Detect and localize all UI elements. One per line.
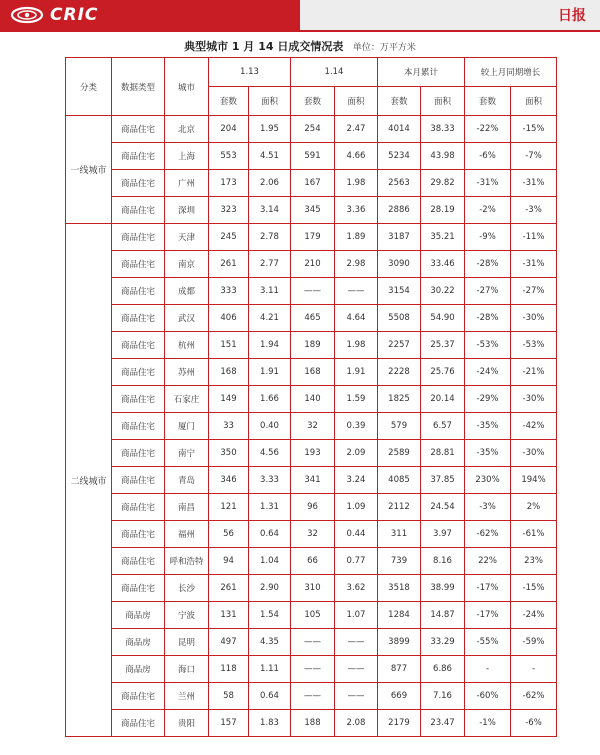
city-cell: 呼和浩特 <box>165 548 209 575</box>
city-cell: 石家庄 <box>165 386 209 413</box>
units-month-cell: 579 <box>378 413 421 440</box>
units-114-cell: —— <box>291 278 335 305</box>
growth-units-cell: -1% <box>465 710 511 737</box>
city-cell: 北京 <box>165 116 209 143</box>
units-114-cell: 591 <box>291 143 335 170</box>
area-114-cell: 3.62 <box>335 575 378 602</box>
table-row <box>66 116 557 143</box>
units-114-cell: 32 <box>291 521 335 548</box>
growth-area-cell: -62% <box>511 683 557 710</box>
area-month-cell: 25.37 <box>421 332 465 359</box>
growth-area-cell: -59% <box>511 629 557 656</box>
growth-area-cell: -30% <box>511 440 557 467</box>
area-113-cell: 0.64 <box>249 683 291 710</box>
units-month-cell: 3187 <box>378 224 421 251</box>
units-114-cell: 167 <box>291 170 335 197</box>
table-row <box>66 386 557 413</box>
header-group-113: 1.13 <box>209 58 291 87</box>
table-row <box>66 143 557 170</box>
units-month-cell: 1284 <box>378 602 421 629</box>
table-row <box>66 305 557 332</box>
growth-area-cell: 194% <box>511 467 557 494</box>
units-114-cell: 345 <box>291 197 335 224</box>
table-row <box>66 197 557 224</box>
header-units: 套数 <box>291 87 335 116</box>
city-cell: 成都 <box>165 278 209 305</box>
data-type-cell: 商品住宅 <box>112 332 165 359</box>
table-row <box>66 332 557 359</box>
units-113-cell: 151 <box>209 332 249 359</box>
units-113-cell: 406 <box>209 305 249 332</box>
table-row <box>66 467 557 494</box>
area-113-cell: 2.77 <box>249 251 291 278</box>
city-cell: 上海 <box>165 143 209 170</box>
header-units: 套数 <box>378 87 421 116</box>
header-group-114: 1.14 <box>291 58 378 87</box>
area-month-cell: 6.86 <box>421 656 465 683</box>
area-113-cell: 1.04 <box>249 548 291 575</box>
units-113-cell: 261 <box>209 575 249 602</box>
area-113-cell: 1.95 <box>249 116 291 143</box>
data-type-cell: 商品住宅 <box>112 548 165 575</box>
units-114-cell: 189 <box>291 332 335 359</box>
units-114-cell: 341 <box>291 467 335 494</box>
area-114-cell: 1.07 <box>335 602 378 629</box>
header-area: 面积 <box>421 87 465 116</box>
units-113-cell: 350 <box>209 440 249 467</box>
data-type-cell: 商品住宅 <box>112 521 165 548</box>
data-type-cell: 商品住宅 <box>112 683 165 710</box>
units-113-cell: 118 <box>209 656 249 683</box>
growth-area-cell: -6% <box>511 710 557 737</box>
area-month-cell: 54.90 <box>421 305 465 332</box>
data-type-cell: 商品住宅 <box>112 575 165 602</box>
growth-area-cell: - <box>511 656 557 683</box>
report-header <box>0 0 600 30</box>
table-row <box>66 170 557 197</box>
data-type-cell: 商品住宅 <box>112 494 165 521</box>
units-114-cell: —— <box>291 656 335 683</box>
area-114-cell: 1.89 <box>335 224 378 251</box>
units-113-cell: 33 <box>209 413 249 440</box>
growth-units-cell: -24% <box>465 359 511 386</box>
table-row <box>66 602 557 629</box>
units-113-cell: 58 <box>209 683 249 710</box>
growth-units-cell: -2% <box>465 197 511 224</box>
units-month-cell: 5234 <box>378 143 421 170</box>
units-114-cell: 96 <box>291 494 335 521</box>
data-type-cell: 商品住宅 <box>112 359 165 386</box>
growth-units-cell: - <box>465 656 511 683</box>
growth-units-cell: -27% <box>465 278 511 305</box>
growth-units-cell: -55% <box>465 629 511 656</box>
area-114-cell: 1.59 <box>335 386 378 413</box>
area-month-cell: 20.14 <box>421 386 465 413</box>
area-month-cell: 7.16 <box>421 683 465 710</box>
units-114-cell: 188 <box>291 710 335 737</box>
units-114-cell: 193 <box>291 440 335 467</box>
data-type-cell: 商品住宅 <box>112 413 165 440</box>
area-113-cell: 1.66 <box>249 386 291 413</box>
growth-area-cell: 23% <box>511 548 557 575</box>
logo-bar <box>0 0 300 30</box>
growth-units-cell: -60% <box>465 683 511 710</box>
growth-area-cell: -30% <box>511 386 557 413</box>
area-113-cell: 1.54 <box>249 602 291 629</box>
growth-area-cell: -7% <box>511 143 557 170</box>
table-row <box>66 224 557 251</box>
units-month-cell: 739 <box>378 548 421 575</box>
area-114-cell: 1.91 <box>335 359 378 386</box>
transaction-table <box>65 57 557 737</box>
city-cell: 厦门 <box>165 413 209 440</box>
city-cell: 宁波 <box>165 602 209 629</box>
table-row <box>66 683 557 710</box>
header-data-type: 数据类型 <box>112 58 165 116</box>
area-113-cell: 4.21 <box>249 305 291 332</box>
table-row <box>66 575 557 602</box>
growth-area-cell: -31% <box>511 170 557 197</box>
units-114-cell: 465 <box>291 305 335 332</box>
units-month-cell: 4014 <box>378 116 421 143</box>
data-type-cell: 商品住宅 <box>112 710 165 737</box>
data-type-cell: 商品房 <box>112 629 165 656</box>
city-cell: 青岛 <box>165 467 209 494</box>
city-cell: 福州 <box>165 521 209 548</box>
units-113-cell: 553 <box>209 143 249 170</box>
data-type-cell: 商品住宅 <box>112 467 165 494</box>
area-113-cell: 2.06 <box>249 170 291 197</box>
category-cell: 二线城市 <box>66 224 112 737</box>
area-month-cell: 37.85 <box>421 467 465 494</box>
area-month-cell: 3.97 <box>421 521 465 548</box>
units-month-cell: 2179 <box>378 710 421 737</box>
city-cell: 长沙 <box>165 575 209 602</box>
table-row <box>66 710 557 737</box>
units-month-cell: 877 <box>378 656 421 683</box>
growth-units-cell: -53% <box>465 332 511 359</box>
growth-units-cell: -35% <box>465 413 511 440</box>
growth-area-cell: -27% <box>511 278 557 305</box>
area-month-cell: 8.16 <box>421 548 465 575</box>
table-row <box>66 656 557 683</box>
growth-units-cell: 22% <box>465 548 511 575</box>
units-114-cell: 66 <box>291 548 335 575</box>
area-month-cell: 35.21 <box>421 224 465 251</box>
area-113-cell: 3.11 <box>249 278 291 305</box>
area-114-cell: 3.36 <box>335 197 378 224</box>
units-114-cell: 310 <box>291 575 335 602</box>
table-row <box>66 548 557 575</box>
units-113-cell: 131 <box>209 602 249 629</box>
units-114-cell: 105 <box>291 602 335 629</box>
table-unit-text: 单位：万平方米 <box>352 43 416 53</box>
units-113-cell: 94 <box>209 548 249 575</box>
units-month-cell: 3899 <box>378 629 421 656</box>
units-month-cell: 4085 <box>378 467 421 494</box>
cric-logo <box>10 4 98 26</box>
growth-area-cell: -42% <box>511 413 557 440</box>
growth-area-cell: -21% <box>511 359 557 386</box>
data-type-cell: 商品住宅 <box>112 116 165 143</box>
header-area: 面积 <box>335 87 378 116</box>
units-113-cell: 323 <box>209 197 249 224</box>
area-114-cell: 4.66 <box>335 143 378 170</box>
growth-area-cell: -61% <box>511 521 557 548</box>
city-cell: 南昌 <box>165 494 209 521</box>
city-cell: 兰州 <box>165 683 209 710</box>
area-114-cell: 0.44 <box>335 521 378 548</box>
units-114-cell: —— <box>291 629 335 656</box>
growth-area-cell: -24% <box>511 602 557 629</box>
area-month-cell: 28.81 <box>421 440 465 467</box>
header-area: 面积 <box>511 87 557 116</box>
data-type-cell: 商品住宅 <box>112 197 165 224</box>
area-month-cell: 38.33 <box>421 116 465 143</box>
area-114-cell: 2.98 <box>335 251 378 278</box>
daily-report-label: 日报 <box>558 8 586 24</box>
area-114-cell: 2.47 <box>335 116 378 143</box>
area-month-cell: 28.19 <box>421 197 465 224</box>
area-114-cell: 2.09 <box>335 440 378 467</box>
data-type-cell: 商品住宅 <box>112 170 165 197</box>
table-row <box>66 359 557 386</box>
area-month-cell: 43.98 <box>421 143 465 170</box>
units-113-cell: 56 <box>209 521 249 548</box>
table-row <box>66 413 557 440</box>
area-113-cell: 0.64 <box>249 521 291 548</box>
area-month-cell: 38.99 <box>421 575 465 602</box>
units-113-cell: 173 <box>209 170 249 197</box>
area-113-cell: 3.33 <box>249 467 291 494</box>
area-113-cell: 1.94 <box>249 332 291 359</box>
header-group-month: 本月累计 <box>378 58 465 87</box>
area-113-cell: 2.78 <box>249 224 291 251</box>
units-113-cell: 261 <box>209 251 249 278</box>
units-month-cell: 3518 <box>378 575 421 602</box>
city-cell: 武汉 <box>165 305 209 332</box>
growth-units-cell: 230% <box>465 467 511 494</box>
units-month-cell: 5508 <box>378 305 421 332</box>
data-type-cell: 商品住宅 <box>112 440 165 467</box>
growth-units-cell: -3% <box>465 494 511 521</box>
growth-units-cell: -62% <box>465 521 511 548</box>
city-cell: 广州 <box>165 170 209 197</box>
units-113-cell: 497 <box>209 629 249 656</box>
growth-units-cell: -17% <box>465 575 511 602</box>
table-row <box>66 251 557 278</box>
area-114-cell: 1.98 <box>335 332 378 359</box>
units-114-cell: 179 <box>291 224 335 251</box>
data-type-cell: 商品住宅 <box>112 251 165 278</box>
growth-area-cell: -3% <box>511 197 557 224</box>
data-type-cell: 商品住宅 <box>112 143 165 170</box>
table-row <box>66 440 557 467</box>
growth-area-cell: -53% <box>511 332 557 359</box>
header-group-growth: 较上月同期增长 <box>465 58 557 87</box>
area-114-cell: —— <box>335 656 378 683</box>
growth-units-cell: -22% <box>465 116 511 143</box>
logo-text: CRIC <box>50 5 99 25</box>
area-month-cell: 25.76 <box>421 359 465 386</box>
units-113-cell: 121 <box>209 494 249 521</box>
growth-units-cell: -35% <box>465 440 511 467</box>
units-month-cell: 669 <box>378 683 421 710</box>
header-divider <box>0 30 600 32</box>
growth-units-cell: -9% <box>465 224 511 251</box>
area-113-cell: 0.40 <box>249 413 291 440</box>
area-month-cell: 6.57 <box>421 413 465 440</box>
area-month-cell: 33.46 <box>421 251 465 278</box>
header-row-1 <box>66 58 557 87</box>
growth-area-cell: -11% <box>511 224 557 251</box>
units-month-cell: 2257 <box>378 332 421 359</box>
area-113-cell: 1.31 <box>249 494 291 521</box>
table-body <box>66 116 557 737</box>
area-113-cell: 2.90 <box>249 575 291 602</box>
area-114-cell: —— <box>335 629 378 656</box>
city-cell: 南京 <box>165 251 209 278</box>
units-113-cell: 149 <box>209 386 249 413</box>
area-113-cell: 4.35 <box>249 629 291 656</box>
area-month-cell: 23.47 <box>421 710 465 737</box>
area-113-cell: 1.83 <box>249 710 291 737</box>
city-cell: 贵阳 <box>165 710 209 737</box>
area-114-cell: —— <box>335 683 378 710</box>
area-114-cell: 0.39 <box>335 413 378 440</box>
units-113-cell: 333 <box>209 278 249 305</box>
area-month-cell: 33.29 <box>421 629 465 656</box>
category-cell: 一线城市 <box>66 116 112 224</box>
units-114-cell: 254 <box>291 116 335 143</box>
units-month-cell: 2563 <box>378 170 421 197</box>
units-114-cell: 32 <box>291 413 335 440</box>
table-title-text: 典型城市 1 月 14 日成交情况表 <box>184 40 344 53</box>
table-row <box>66 521 557 548</box>
city-cell: 天津 <box>165 224 209 251</box>
area-114-cell: 1.98 <box>335 170 378 197</box>
area-month-cell: 29.82 <box>421 170 465 197</box>
growth-area-cell: -31% <box>511 251 557 278</box>
area-113-cell: 1.11 <box>249 656 291 683</box>
units-114-cell: 210 <box>291 251 335 278</box>
city-cell: 苏州 <box>165 359 209 386</box>
units-113-cell: 346 <box>209 467 249 494</box>
units-month-cell: 3154 <box>378 278 421 305</box>
growth-units-cell: -17% <box>465 602 511 629</box>
growth-units-cell: -31% <box>465 170 511 197</box>
growth-area-cell: -30% <box>511 305 557 332</box>
units-113-cell: 245 <box>209 224 249 251</box>
units-113-cell: 168 <box>209 359 249 386</box>
area-113-cell: 4.56 <box>249 440 291 467</box>
growth-units-cell: -29% <box>465 386 511 413</box>
units-month-cell: 3090 <box>378 251 421 278</box>
data-type-cell: 商品住宅 <box>112 224 165 251</box>
area-month-cell: 14.87 <box>421 602 465 629</box>
area-113-cell: 3.14 <box>249 197 291 224</box>
city-cell: 杭州 <box>165 332 209 359</box>
header-city: 城市 <box>165 58 209 116</box>
data-type-cell: 商品房 <box>112 656 165 683</box>
units-114-cell: —— <box>291 683 335 710</box>
table-row <box>66 494 557 521</box>
data-type-cell: 商品住宅 <box>112 305 165 332</box>
area-114-cell: —— <box>335 278 378 305</box>
city-cell: 海口 <box>165 656 209 683</box>
units-114-cell: 168 <box>291 359 335 386</box>
header-area: 面积 <box>249 87 291 116</box>
growth-units-cell: -28% <box>465 251 511 278</box>
area-114-cell: 4.64 <box>335 305 378 332</box>
area-month-cell: 30.22 <box>421 278 465 305</box>
units-month-cell: 311 <box>378 521 421 548</box>
header-category: 分类 <box>66 58 112 116</box>
units-month-cell: 1825 <box>378 386 421 413</box>
growth-area-cell: -15% <box>511 116 557 143</box>
data-type-cell: 商品房 <box>112 602 165 629</box>
city-cell: 昆明 <box>165 629 209 656</box>
area-114-cell: 0.77 <box>335 548 378 575</box>
units-114-cell: 140 <box>291 386 335 413</box>
table-title <box>0 38 600 54</box>
units-month-cell: 2112 <box>378 494 421 521</box>
area-114-cell: 1.09 <box>335 494 378 521</box>
units-113-cell: 157 <box>209 710 249 737</box>
table-row <box>66 278 557 305</box>
data-type-cell: 商品住宅 <box>112 278 165 305</box>
eye-swoosh-icon <box>10 5 44 25</box>
area-month-cell: 24.54 <box>421 494 465 521</box>
growth-units-cell: -28% <box>465 305 511 332</box>
area-113-cell: 1.91 <box>249 359 291 386</box>
data-type-cell: 商品住宅 <box>112 386 165 413</box>
city-cell: 南宁 <box>165 440 209 467</box>
area-113-cell: 4.51 <box>249 143 291 170</box>
units-month-cell: 2886 <box>378 197 421 224</box>
table-row <box>66 629 557 656</box>
growth-area-cell: 2% <box>511 494 557 521</box>
units-113-cell: 204 <box>209 116 249 143</box>
units-month-cell: 2228 <box>378 359 421 386</box>
units-month-cell: 2589 <box>378 440 421 467</box>
header-units: 套数 <box>209 87 249 116</box>
growth-area-cell: -15% <box>511 575 557 602</box>
header-units: 套数 <box>465 87 511 116</box>
area-114-cell: 2.08 <box>335 710 378 737</box>
city-cell: 深圳 <box>165 197 209 224</box>
area-114-cell: 3.24 <box>335 467 378 494</box>
growth-units-cell: -6% <box>465 143 511 170</box>
